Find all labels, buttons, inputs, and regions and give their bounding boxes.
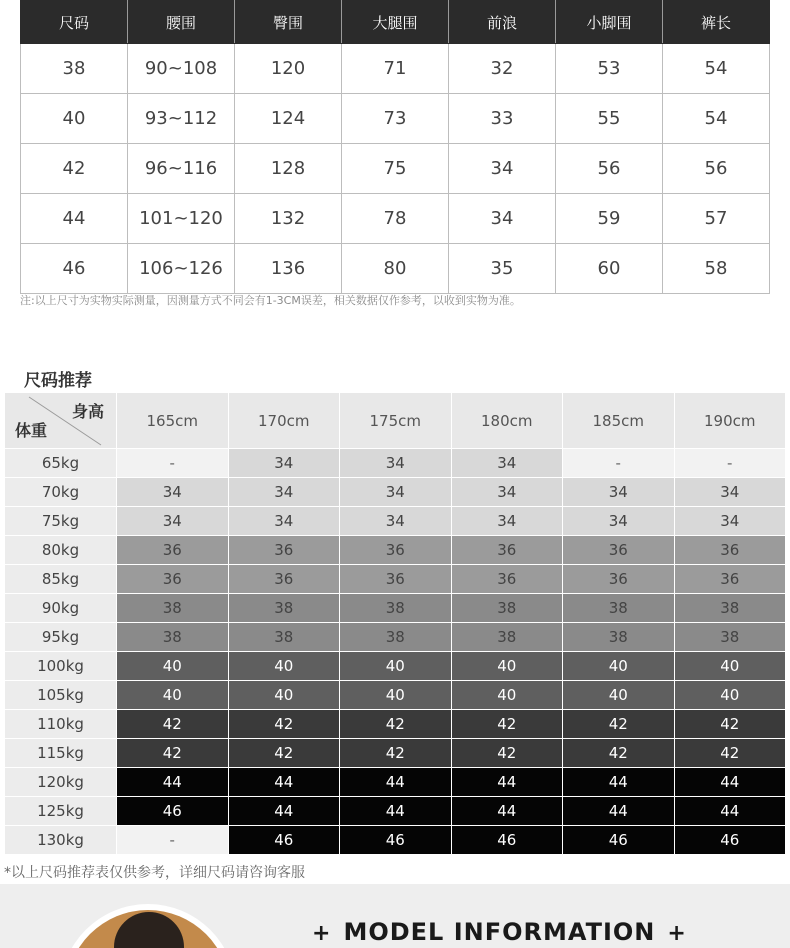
recommend-size-cell: 36 [674, 536, 786, 565]
size-cell: 132 [235, 194, 342, 244]
recommend-size-cell: 36 [563, 565, 675, 594]
recommend-row [5, 449, 786, 478]
plus-icon-right: + [667, 921, 687, 946]
weight-label-cell: 120kg [5, 768, 117, 797]
recommend-size-cell: 46 [228, 826, 340, 855]
model-title [300, 918, 699, 946]
size-cell: 136 [235, 244, 342, 294]
height-header-cell: 170cm [228, 393, 340, 449]
recommend-size-cell: 38 [451, 623, 563, 652]
recommend-size-cell: 44 [674, 797, 786, 826]
size-cell: 73 [342, 94, 449, 144]
recommend-size-cell: 34 [563, 478, 675, 507]
size-header-cell: 腰围 [128, 1, 235, 44]
recommend-size-cell: 34 [340, 507, 452, 536]
plus-icon-left: + [312, 921, 332, 946]
recommend-size-cell: 40 [228, 652, 340, 681]
size-cell: 55 [556, 94, 663, 144]
size-table-row [21, 244, 770, 294]
size-header-cell: 裤长 [663, 1, 770, 44]
recommend-size-cell: 40 [117, 652, 229, 681]
recommend-size-cell: - [117, 449, 229, 478]
size-cell: 71 [342, 44, 449, 94]
recommend-size-cell: 42 [674, 710, 786, 739]
weight-label-cell: 125kg [5, 797, 117, 826]
recommend-row [5, 739, 786, 768]
recommend-size-cell: 34 [451, 478, 563, 507]
size-cell: 38 [21, 44, 128, 94]
size-table [20, 0, 770, 294]
recommend-size-cell: 44 [563, 768, 675, 797]
recommend-size-cell: 36 [451, 536, 563, 565]
size-cell: 124 [235, 94, 342, 144]
recommend-size-cell: 34 [228, 507, 340, 536]
recommend-size-cell: 42 [228, 710, 340, 739]
recommend-size-cell: 46 [563, 826, 675, 855]
recommend-size-cell: 38 [451, 594, 563, 623]
recommend-size-cell: 36 [451, 565, 563, 594]
recommend-note: *以上尺码推荐表仅供参考，详细尺码请咨询客服 [4, 865, 305, 881]
recommend-row [5, 768, 786, 797]
recommend-size-cell: 40 [674, 681, 786, 710]
size-table-row [21, 44, 770, 94]
size-cell: 56 [556, 144, 663, 194]
recommend-row [5, 797, 786, 826]
size-cell: 101~120 [128, 194, 235, 244]
size-table-body [21, 44, 770, 294]
size-cell: 32 [449, 44, 556, 94]
recommend-size-cell: 40 [674, 652, 786, 681]
recommend-title: 尺码推荐 [24, 371, 92, 391]
weight-label-cell: 80kg [5, 536, 117, 565]
recommend-size-cell: 46 [340, 826, 452, 855]
recommend-size-cell: 44 [228, 797, 340, 826]
height-header-cell: 175cm [340, 393, 452, 449]
recommend-size-cell: 34 [228, 478, 340, 507]
recommend-corner-cell [5, 393, 117, 449]
recommend-row [5, 536, 786, 565]
size-cell: 46 [21, 244, 128, 294]
recommend-row [5, 623, 786, 652]
size-table-header [21, 1, 770, 44]
recommend-row [5, 594, 786, 623]
size-cell: 93~112 [128, 94, 235, 144]
recommend-row [5, 478, 786, 507]
size-table-row [21, 94, 770, 144]
recommend-size-cell: 46 [451, 826, 563, 855]
size-cell: 58 [663, 244, 770, 294]
recommend-size-cell: 40 [563, 681, 675, 710]
size-cell: 59 [556, 194, 663, 244]
size-header-cell: 尺码 [21, 1, 128, 44]
recommend-size-cell: 38 [674, 594, 786, 623]
weight-label-cell: 85kg [5, 565, 117, 594]
recommend-row [5, 652, 786, 681]
recommend-size-cell: 42 [340, 710, 452, 739]
size-header-cell: 前浪 [449, 1, 556, 44]
recommend-size-cell: 46 [117, 797, 229, 826]
recommend-size-cell: 36 [563, 536, 675, 565]
weight-label-cell: 90kg [5, 594, 117, 623]
model-title-text: MODEL INFORMATION [343, 918, 656, 946]
recommend-size-cell: 42 [563, 710, 675, 739]
recommend-size-cell: 34 [451, 449, 563, 478]
recommend-table-body [5, 449, 786, 855]
recommend-size-cell: 36 [340, 536, 452, 565]
weight-label-cell: 65kg [5, 449, 117, 478]
recommend-row [5, 826, 786, 855]
recommend-size-cell: 36 [340, 565, 452, 594]
recommend-size-cell: 44 [340, 768, 452, 797]
size-cell: 60 [556, 244, 663, 294]
recommend-size-cell: 42 [674, 739, 786, 768]
weight-label-cell: 70kg [5, 478, 117, 507]
size-cell: 78 [342, 194, 449, 244]
recommend-size-cell: 38 [563, 623, 675, 652]
size-cell: 96~116 [128, 144, 235, 194]
recommend-size-cell: 34 [340, 478, 452, 507]
weight-label-cell: 100kg [5, 652, 117, 681]
recommend-size-cell: 42 [117, 739, 229, 768]
recommend-size-cell: 38 [340, 623, 452, 652]
recommend-size-cell: 42 [340, 739, 452, 768]
recommend-row [5, 565, 786, 594]
height-header-cell: 190cm [674, 393, 786, 449]
recommend-size-cell: 38 [228, 623, 340, 652]
recommend-size-cell: 34 [340, 449, 452, 478]
height-header-cell: 165cm [117, 393, 229, 449]
recommend-size-cell: 34 [451, 507, 563, 536]
recommend-size-cell: 44 [228, 768, 340, 797]
size-cell: 34 [449, 144, 556, 194]
recommend-size-cell: 40 [117, 681, 229, 710]
recommend-size-cell: 34 [117, 478, 229, 507]
recommend-size-cell: 44 [117, 768, 229, 797]
recommend-size-cell: 34 [117, 507, 229, 536]
recommend-size-cell: 40 [451, 652, 563, 681]
recommend-size-cell: 44 [674, 768, 786, 797]
recommend-size-cell: 44 [563, 797, 675, 826]
recommend-size-cell: 42 [228, 739, 340, 768]
recommend-size-cell: 44 [451, 797, 563, 826]
recommend-size-cell: 42 [451, 710, 563, 739]
recommend-size-cell: 38 [674, 623, 786, 652]
height-header-cell: 180cm [451, 393, 563, 449]
corner-height-label: 身高 [71, 402, 104, 421]
recommend-row [5, 681, 786, 710]
recommend-size-cell: 40 [340, 681, 452, 710]
size-cell: 57 [663, 194, 770, 244]
recommend-size-cell: - [674, 449, 786, 478]
weight-label-cell: 95kg [5, 623, 117, 652]
recommend-row [5, 710, 786, 739]
recommend-size-cell: 34 [674, 507, 786, 536]
size-cell: 90~108 [128, 44, 235, 94]
recommend-size-cell: - [117, 826, 229, 855]
size-cell: 35 [449, 244, 556, 294]
recommend-size-cell: 36 [117, 565, 229, 594]
recommend-size-cell: 36 [674, 565, 786, 594]
size-header-cell: 大腿围 [342, 1, 449, 44]
size-cell: 106~126 [128, 244, 235, 294]
recommend-size-cell: 40 [228, 681, 340, 710]
recommend-row [5, 507, 786, 536]
recommend-size-cell: 38 [117, 623, 229, 652]
size-cell: 54 [663, 44, 770, 94]
recommend-size-cell: 34 [674, 478, 786, 507]
weight-label-cell: 75kg [5, 507, 117, 536]
recommend-size-cell: 38 [340, 594, 452, 623]
recommend-size-cell: - [563, 449, 675, 478]
model-information-band [0, 884, 790, 948]
recommend-size-cell: 34 [563, 507, 675, 536]
size-cell: 44 [21, 194, 128, 244]
recommend-size-cell: 36 [228, 565, 340, 594]
corner-weight-label: 体重 [15, 421, 48, 440]
recommend-header-row [5, 393, 786, 449]
recommend-size-cell: 38 [563, 594, 675, 623]
size-header-cell: 小脚围 [556, 1, 663, 44]
recommend-size-cell: 42 [117, 710, 229, 739]
height-header-cell: 185cm [563, 393, 675, 449]
size-table-row [21, 194, 770, 244]
recommend-size-cell: 38 [228, 594, 340, 623]
recommend-size-cell: 44 [340, 797, 452, 826]
size-note: 注:以上尺寸为实物实际测量，因测量方式不同会有1-3CM误差，相关数据仅作参考，以收到实物为准。 [20, 294, 521, 307]
recommend-size-cell: 40 [563, 652, 675, 681]
size-cell: 42 [21, 144, 128, 194]
model-avatar [60, 904, 236, 948]
recommend-size-cell: 38 [117, 594, 229, 623]
recommend-size-cell: 40 [451, 681, 563, 710]
size-cell: 40 [21, 94, 128, 144]
recommend-size-cell: 36 [228, 536, 340, 565]
recommend-table [4, 392, 786, 855]
size-cell: 33 [449, 94, 556, 144]
size-cell: 80 [342, 244, 449, 294]
weight-label-cell: 130kg [5, 826, 117, 855]
recommend-size-cell: 36 [117, 536, 229, 565]
size-cell: 75 [342, 144, 449, 194]
size-cell: 128 [235, 144, 342, 194]
size-cell: 34 [449, 194, 556, 244]
recommend-size-cell: 46 [674, 826, 786, 855]
weight-label-cell: 105kg [5, 681, 117, 710]
size-cell: 53 [556, 44, 663, 94]
weight-label-cell: 110kg [5, 710, 117, 739]
size-table-row [21, 144, 770, 194]
recommend-size-cell: 42 [451, 739, 563, 768]
recommend-size-cell: 40 [340, 652, 452, 681]
weight-label-cell: 115kg [5, 739, 117, 768]
size-cell: 120 [235, 44, 342, 94]
size-cell: 56 [663, 144, 770, 194]
recommend-size-cell: 42 [563, 739, 675, 768]
recommend-size-cell: 34 [228, 449, 340, 478]
size-header-cell: 臀围 [235, 1, 342, 44]
recommend-size-cell: 44 [451, 768, 563, 797]
size-cell: 54 [663, 94, 770, 144]
